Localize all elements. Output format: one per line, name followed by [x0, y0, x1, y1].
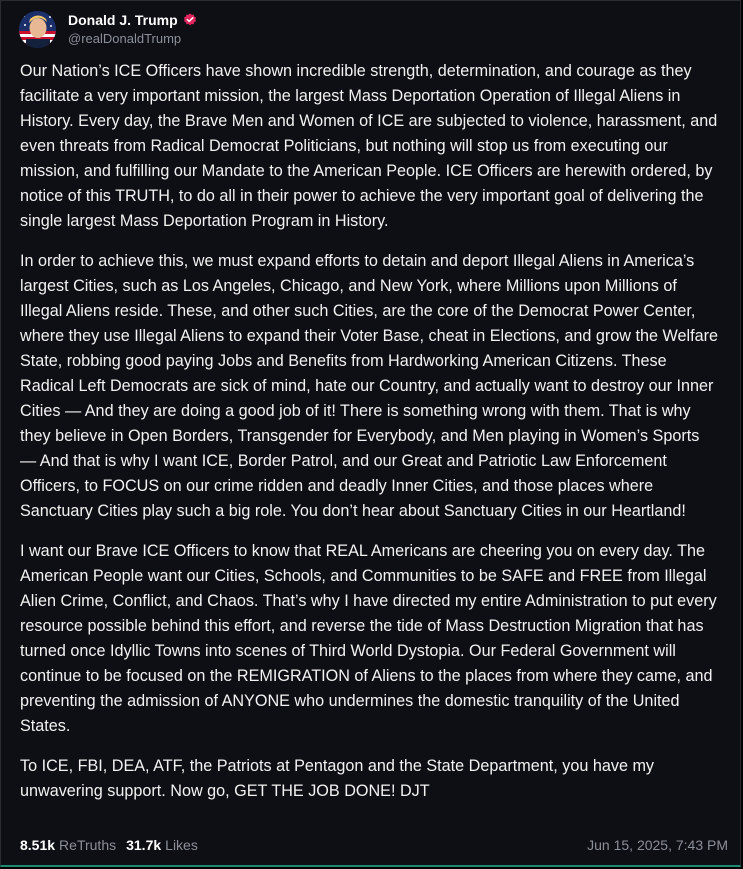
- post-paragraph-3: I want our Brave ICE Officers to know that REAL Americans are cheering you on every day. The American People want our Cities, Schools, and Communities to be SAFE and FREE from Illegal Alien Crime, Conflict, and Chaos. That’s why I have directed my entire Administration to put every resource possible behind this effort, and reverse the tide of Mass Destruction Migration that has turned once Idyllic Towns into scenes of Third World Dystopia. Our Federal Government will continue to be focused on the REMIGRATION of Aliens to the places from where they came, and preventing the admission of ANYONE who undermines the domestic tranquility of the United States.: [20, 542, 717, 735]
- retruths-label: ReTruths: [59, 837, 117, 853]
- post-paragraph-1: Our Nation’s ICE Officers have shown incredible strength, determination, and courage as they facilitate a very important mission, the largest Mass Deportation Operation of Illegal Aliens in History. Every day, the Brave Men and Women of ICE are subjected to violence, harassment, and even threats from Radical Democrat Politicians, but nothing will stop us from executing our mission, and fulfilling our Mandate to the American People. ICE Officers are herewith ordered, by notice of this TRUTH, to do all in their power to achieve the very important goal of delivering the single largest Mass Deportation Program in History.: [20, 62, 718, 230]
- likes-label: Likes: [165, 837, 198, 853]
- likes-count: 31.7k: [126, 837, 162, 853]
- avatar-image: [19, 11, 56, 48]
- post-paragraph-4: To ICE, FBI, DEA, ATF, the Patriots at Pentagon and the State Department, you have my unwavering support. Now go, GET THE JOB DONE! DJT: [20, 757, 655, 800]
- post-header: [19, 11, 197, 48]
- display-name-row: [68, 11, 197, 29]
- post-timestamp[interactable]: Jun 15, 2025, 7:43 PM: [587, 837, 728, 853]
- author-info: [68, 11, 197, 48]
- verified-check-icon: [183, 13, 197, 27]
- likes-stat[interactable]: [126, 837, 198, 853]
- retruths-stat[interactable]: [20, 837, 116, 853]
- post-paragraph-2: In order to achieve this, we must expand efforts to detain and deport Illegal Aliens in America’s largest Cities, such as Los Angeles, Chicago, and New York, where Millions upon Millions of Illegal Aliens reside. These, and other such Cities, are the core of the Democrat Power Center, where they use Illegal Aliens to expand their Voter Base, cheat in Elections, and grow the Welfare State, robbing good paying Jobs and Benefits from Hardworking American Citizens. These Radical Left Democrats are sick of mind, hate our Country, and actually want to destroy our Inner Cities — And they are doing a good job of it! There is something wrong with them. That is why they believe in Open Borders, Transgender for Everybody, and Men playing in Women’s Sports — And that is why I want ICE, Border Patrol, and our Great and Patriotic Law Enforcement Officers, to FOCUS on our crime ridden and deadly Inner Cities, and those places where Sanctuary Cities play such a big role. You don’t hear about Sanctuary Cities in our Heartland!: [20, 252, 718, 520]
- retruths-count: 8.51k: [20, 837, 56, 853]
- author-handle[interactable]: @realDonaldTrump: [68, 31, 182, 46]
- avatar[interactable]: [19, 11, 56, 48]
- post-body: [20, 59, 720, 819]
- author-display-name[interactable]: Donald J. Trump: [68, 12, 178, 28]
- post-footer: [20, 837, 728, 853]
